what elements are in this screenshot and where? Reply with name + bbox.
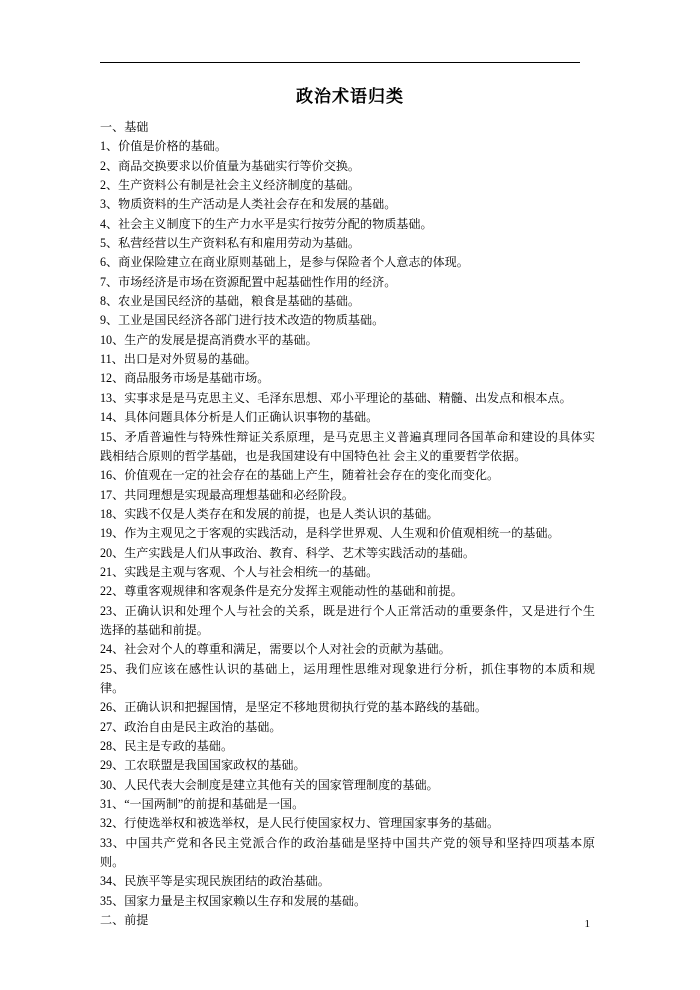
list-item: 8、农业是国民经济的基础，粮食是基础的基础。 [100,294,361,309]
page-number-value: 1 [584,918,590,930]
list-item: 12、商品服务市场是基础市场。 [100,371,270,386]
list-item: 35、国家力量是主权国家赖以生存和发展的基础。 [100,893,367,908]
list-item: 24、社会对个人的尊重和满足，需要以个人对社会的贡献为基础。 [100,642,451,657]
list-item: 28、民主是专政的基础。 [100,739,234,753]
document-body [100,118,595,930]
list-item: 34、民族平等是实现民族团结的政治基础。 [100,874,330,889]
list-item: 32、行使选举权和被选举权，是人民行使国家权力、管理国家事务的基础。 [100,816,500,831]
list-item: 27、政治自由是民主政治的基础。 [100,719,282,734]
list-item: 23、正确认识和处理个人与社会的关系，既是进行个人正常活动的重要条件，又是进行个生选择的基础和前提。 [100,603,595,637]
list-item: 16、价值观在一定的社会存在的基础上产生，随着社会存在的变化而变化。 [100,468,500,483]
list-item: 18、实践不仅是人类存在和发展的前提，也是人类认识的基础。 [100,506,439,521]
list-item: 30、人民代表大会制度是建立其他有关的国家管理制度的基础。 [100,777,439,792]
list-item: 2、生产资料公有制是社会主义经济制度的基础。 [100,178,361,193]
list-item: 10、生产的发展是提高消费水平的基础。 [100,332,318,347]
list-item: 1、价值是价格的基础。 [100,139,227,154]
list-item: 21、实践是主观与客观、个人与社会相统一的基础。 [100,564,379,579]
list-item: 31、“一国两制”的前提和基础是一国。 [100,797,305,812]
list-item: 4、社会主义制度下的生产力水平是实行按劳分配的物质基础。 [100,216,433,231]
list-item: 19、作为主观见之于客观的实践活动，是科学世界观、人生观和价值观相统一的基础。 [100,526,560,541]
list-item: 29、工农联盟是我国国家政权的基础。 [100,758,306,773]
page-title: 政治术语归类 [296,87,404,106]
list-item: 26、正确认识和把握国情，是坚定不移地贯彻执行党的基本路线的基础。 [100,700,488,715]
list-item: 15、矛盾普遍性与特殊性辩证关系原理，是马克思主义普遍真理同各国革命和建设的具体实践相结合原则的哲学基础，也是我国建设有中国特色社 会主义的重要哲学依据。 [100,429,595,463]
list-item: 5、私营经营以生产资料私有和雇用劳动为基础。 [100,236,361,251]
section-heading-2: 二、前提 [100,913,149,928]
list-item: 9、工业是国民经济各部门进行技术改造的物质基础。 [100,313,385,328]
list-item: 17、共同理想是实现最高理想基础和必经阶段。 [100,487,354,502]
list-item: 22、尊重客观规律和客观条件是充分发挥主观能动性的基础和前提。 [100,584,463,599]
list-item: 7、市场经济是市场在资源配置中起基础性作用的经济。 [100,274,397,289]
list-item: 13、实事求是是马克思主义、毛泽东思想、邓小平理论的基础、精髓、出发点和根本点。 [100,390,572,405]
list-item: 33、中国共产党和各民主党派合作的政治基础是坚持中国共产党的领导和坚持四项基本原则。 [100,835,595,870]
list-item: 14、具体问题具体分析是人们正确认识事物的基础。 [100,410,379,425]
header-divider [100,62,580,63]
list-item: 20、生产实践是人们从事政治、教育、科学、艺术等实践活动的基础。 [100,545,475,560]
list-item: 25、我们应该在感性认识的基础上，运用理性思维对现象进行分析，抓住事物的本质和规律。 [100,661,595,695]
section-heading-1: 一、基础 [100,120,149,134]
list-item: 11、出口是对外贸易的基础。 [100,352,257,367]
list-item: 6、商业保险建立在商业原则基础上，是参与保险者个人意志的体现。 [100,255,469,270]
list-item: 2、商品交换要求以价值量为基础实行等价交换。 [100,158,361,173]
list-item: 3、物质资料的生产活动是人类社会存在和发展的基础。 [100,197,397,212]
